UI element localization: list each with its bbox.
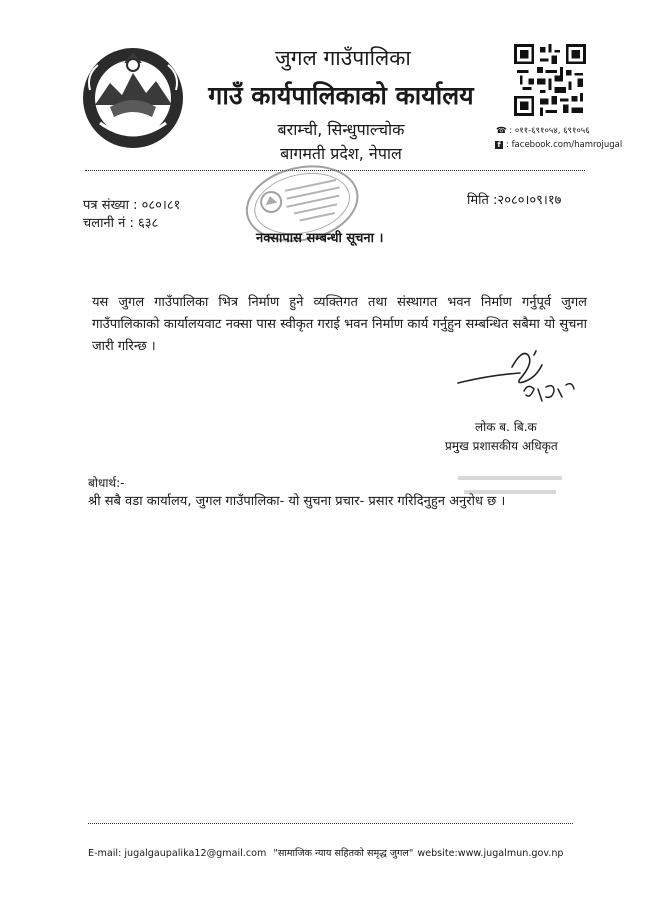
office-title: गाउँ कार्यपालिकाको कार्यालय: [208, 81, 474, 110]
cc-text: श्री सबै वडा कार्यालय, जुगल गाउँपालिका- यो सुचना प्रचार- प्रसार गरिदिनुहुन अनुरोध छ ।: [88, 494, 506, 509]
footer-slogan: "सामाजिक न्याय सहितको समृद्ध जुगल": [273, 848, 414, 859]
address-line-1: बराम्ची, सिन्धुपाल्चोक: [277, 120, 405, 139]
signatory-title: प्रमुख प्रशासकीय अधिकृत: [445, 439, 558, 453]
letter-date: मिति :२०८०।०९।१७: [467, 193, 562, 208]
footer-website: website:www.jugalmun.gov.np: [417, 848, 564, 859]
footer: [88, 846, 568, 859]
qr-code-icon: [514, 44, 586, 116]
notice-body: यस जुगल गाउँपालिका भित्र निर्माण हुने व्यक्तिगत तथा संस्थागत भवन निर्माण गर्नुपूर्व जुगल गाउँपालिकाको कार्यालयवाट नक्सा पास स्वीकृत गराई भवन निर्माण कार्य गर्नुहुन सम्बन्धित सबैमा यो सुचना जारी गरिन्छ ।: [92, 295, 587, 354]
address-line-2: बागमती प्रदेश, नेपाल: [280, 144, 402, 163]
footer-divider: [88, 823, 573, 824]
cc-label: बोधार्थ:-: [88, 476, 125, 490]
office-name: जुगल गाउँपालिका: [275, 46, 411, 70]
footer-email: E-mail: jugalgaupalika12@gmail.com: [88, 848, 267, 859]
dispatch-number: चलानी नं : ६३८: [83, 216, 159, 231]
facebook-contact: [495, 140, 622, 150]
signatory-name: लोक ब. बि.क: [475, 420, 537, 434]
facebook-text: : facebook.com/hamrojugal: [506, 140, 623, 150]
letter-number: पत्र संख्या : ०८०।८१: [83, 198, 181, 213]
signature-icon: [450, 345, 585, 417]
subject-line: नक्सापास सम्बन्धी सूचना ।: [256, 231, 384, 246]
phone-contact: ☎ : ०११-६९१०५४, ६९१०५६: [496, 126, 590, 136]
facebook-icon: f: [495, 141, 503, 149]
